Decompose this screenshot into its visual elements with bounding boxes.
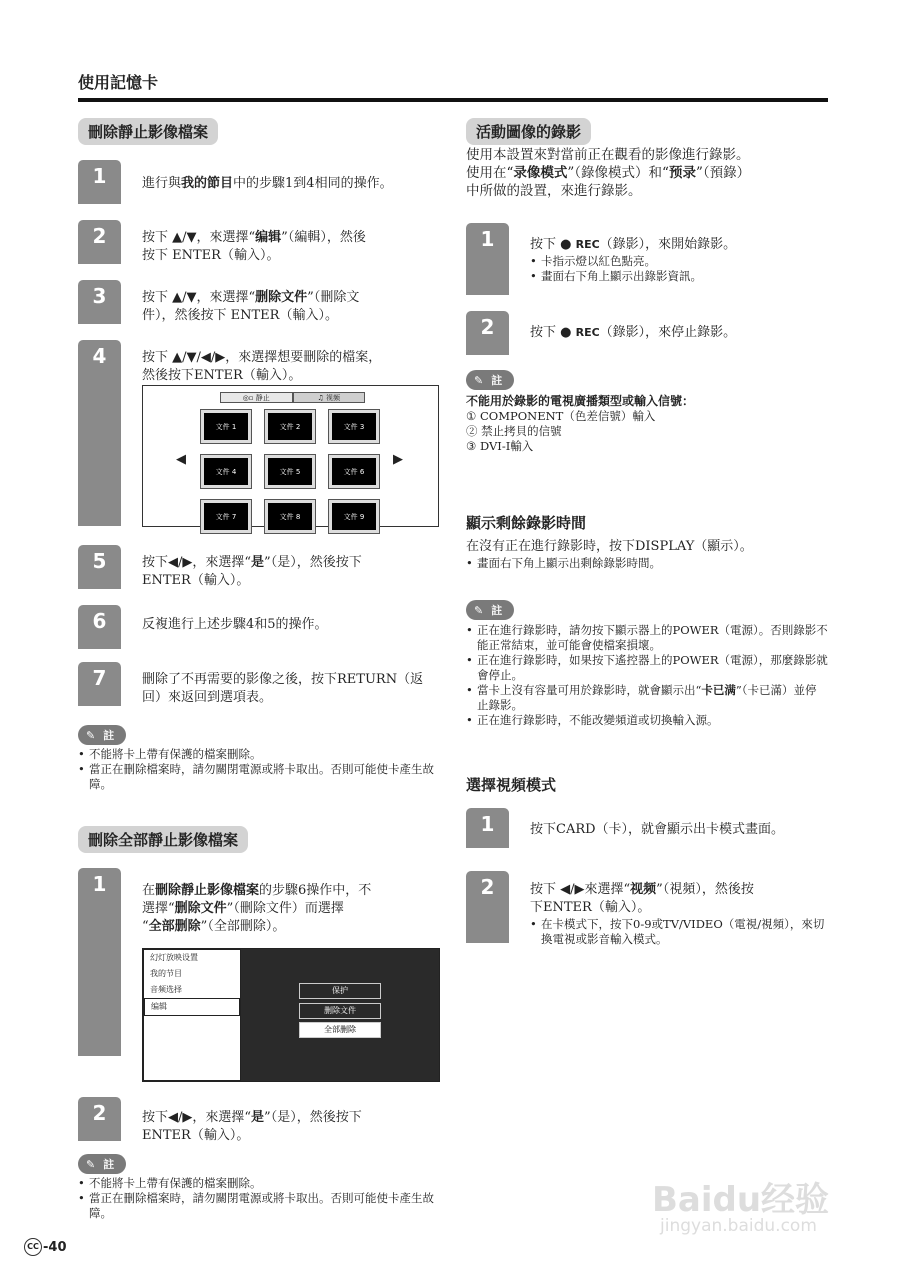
arrow-right-icon[interactable]: ▶: [393, 452, 403, 467]
step-number: 5: [78, 545, 121, 589]
thumbnail[interactable]: 文件 9: [329, 500, 379, 533]
section-title-remaining: 顯示剩餘錄影時間: [466, 514, 587, 532]
step-text: 按下◀/▶，來選擇“是”（是），然後按下 ENTER（輸入）。: [142, 555, 362, 588]
menu-screen: [142, 948, 440, 1082]
step-number: 7: [78, 662, 121, 706]
menu-item-selected[interactable]: 编辑: [144, 998, 240, 1016]
menu-list: [143, 949, 241, 1081]
step-text: 按下 ● REC（錄影），來停止錄影。: [530, 325, 737, 340]
step-text: 按下 ▲/▼，來選擇“编辑”（編輯），然後 按下 ENTER（輸入）。: [142, 230, 366, 263]
step-text: 進行與我的節目中的步驟1到4相同的操作。: [142, 176, 393, 191]
step-number: 6: [78, 605, 121, 649]
step-number: 4: [78, 340, 121, 526]
arrow-left-icon[interactable]: ◀: [176, 452, 186, 467]
step-number: 2: [78, 220, 121, 264]
thumbnail[interactable]: 文件 5: [265, 455, 315, 488]
thumbnail[interactable]: 文件 2: [265, 410, 315, 443]
note-tag: ✎ 註: [78, 1154, 126, 1174]
step-number: 3: [78, 280, 121, 324]
note-tag: ✎ 註: [466, 370, 514, 390]
step-text: 按下 ◀/▶來選擇“视频”（視頻），然後按 下ENTER（輸入）。 • 在卡模式下，按下0-9或TV/VIDEO（電視/視頻），來切換電視或影音輸入模式。: [530, 881, 830, 947]
menu-item[interactable]: 我的节目: [150, 969, 182, 978]
note-list: 不能用於錄影的電視廣播類型或輸入信號： ① COMPONENT（色差信號）輸入 ② 禁止拷貝的信號 ③ DVI-I輸入: [466, 394, 695, 453]
thumbnail[interactable]: 文件 4: [201, 455, 251, 488]
cc-icon: CC: [24, 1238, 42, 1256]
note-list: • 正在進行錄影時，請勿按下顯示器上的POWER（電源）。否則錄影不能正常結束，並可能會使檔案損壞。 • 正在進行錄影時，如果按下遙控器上的POWER（電源），那麼錄影就會停止。 • 當卡上沒有容量可用於錄影時，就會顯示出“卡已满”（卡已滿）並停止錄影。 • 正在進行錄影時，不能改變頻道或切換輸入源。: [466, 623, 828, 728]
delete-file-button[interactable]: 删除文件: [299, 1003, 381, 1019]
step-number: 2: [466, 311, 509, 355]
step-number: 1: [466, 808, 509, 848]
menu-item[interactable]: 幻灯放映设置: [150, 953, 198, 962]
watermark-brand: Baidu经验: [652, 1180, 830, 1220]
note-list: • 不能將卡上帶有保護的檔案刪除。 • 當正在刪除檔案時，請勿關閉電源或將卡取出。否則可能使卡產生故障。: [78, 747, 440, 792]
step-text: 按下 ▲/▼/◀/▶，來選擇想要刪除的檔案， 然後按下ENTER（輸入）。: [142, 350, 382, 383]
pencil-icon: ✎: [474, 374, 484, 387]
step-number: 2: [78, 1097, 121, 1141]
note-list: • 不能將卡上帶有保護的檔案刪除。 • 當正在刪除檔案時，請勿關閉電源或將卡取出。否則可能使卡產生故障。: [78, 1176, 440, 1221]
step-text: 反複進行上述步驟4和5的操作。: [142, 617, 328, 632]
step-text: 在刪除靜止影像檔案的步驟6操作中，不 選擇“删除文件”（刪除文件）而選擇 “全部删除”（全部刪除）。: [142, 883, 372, 934]
tab-still[interactable]: ◎▫ 静止: [220, 392, 293, 403]
section-title-video-mode: 選擇視頻模式: [466, 776, 557, 794]
step-text: 按下CARD（卡），就會顯示出卡模式畫面。: [530, 822, 785, 837]
thumbnail-screen: [142, 385, 439, 527]
step-number: 1: [466, 223, 509, 295]
page-header-title: 使用記憶卡: [78, 73, 159, 92]
section-title-record: 活動圖像的錄影: [466, 118, 591, 145]
remaining-text: 在沒有正在進行錄影時，按下DISPLAY（顯示）。 • 畫面右下角上顯示出剩餘錄影時間。: [466, 538, 826, 571]
thumbnail[interactable]: 文件 7: [201, 500, 251, 533]
tab-video[interactable]: ♫ 视频: [293, 392, 366, 403]
pencil-icon: ✎: [86, 1158, 96, 1171]
section-title-delete-still: 刪除靜止影像檔案: [78, 118, 218, 145]
note-tag: ✎ 註: [78, 725, 126, 745]
thumbnail[interactable]: 文件 6: [329, 455, 379, 488]
thumbnail[interactable]: 文件 8: [265, 500, 315, 533]
pencil-icon: ✎: [86, 729, 96, 742]
header-rule: [78, 98, 828, 102]
step-number: 1: [78, 868, 121, 1056]
menu-item[interactable]: 音频选择: [150, 985, 182, 994]
protect-button[interactable]: 保护: [299, 983, 381, 999]
delete-all-button[interactable]: 全部删除: [299, 1022, 381, 1038]
thumbnail[interactable]: 文件 3: [329, 410, 379, 443]
note-tag: ✎ 註: [466, 600, 514, 620]
step-text: 刪除了不再需要的影像之後，按下RETURN（返 回）來返回到選項表。: [142, 672, 424, 705]
watermark-url: jingyan.baidu.com: [660, 1216, 817, 1236]
step-number: 1: [78, 160, 121, 204]
step-text: 按下 ▲/▼，來選擇“删除文件”（刪除文 件），然後按下 ENTER（輸入）。: [142, 290, 360, 323]
section-title-delete-all: 刪除全部靜止影像檔案: [78, 826, 248, 853]
pencil-icon: ✎: [474, 604, 484, 617]
thumbnail[interactable]: 文件 1: [201, 410, 251, 443]
record-intro: 使用本設置來對當前正在觀看的影像進行錄影。 使用在“录像模式”（錄像模式）和“预录”（預錄） 中所做的設置，來進行錄影。: [466, 147, 751, 199]
step-text: 按下◀/▶，來選擇“是”（是），然後按下 ENTER（輸入）。: [142, 1110, 362, 1143]
page-number: CC -40: [24, 1238, 67, 1256]
step-text: 按下 ● REC（錄影），來開始錄影。 • 卡指示燈以紅色點亮。 • 畫面右下角上顯示出錄影資訊。: [530, 236, 830, 284]
step-number: 2: [466, 871, 509, 943]
